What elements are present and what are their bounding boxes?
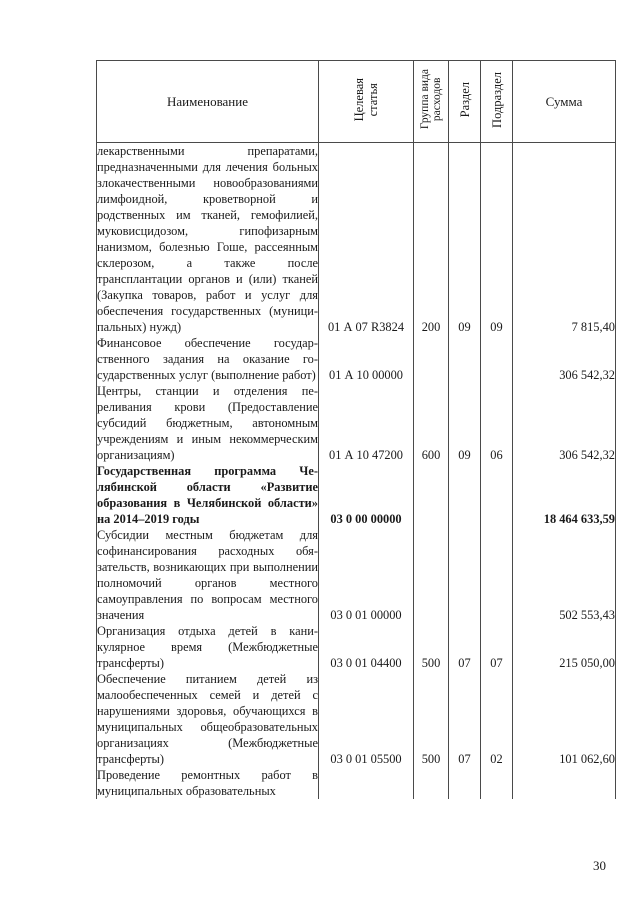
cell-sum: 7 815,40: [513, 143, 616, 336]
table-row: [97, 623, 616, 671]
cell-sum: 502 553,43: [513, 527, 616, 623]
page-number: 30: [593, 858, 606, 873]
cell-target-item: 01 А 07 R3824: [319, 143, 414, 336]
cell-subsection: 06: [481, 383, 513, 463]
table-row: [97, 463, 616, 527]
cell-target-item: 01 А 10 00000: [319, 335, 414, 383]
cell-subsection: [481, 463, 513, 527]
header-row: [97, 61, 616, 143]
table-row: [97, 767, 616, 799]
cell-section: [449, 527, 481, 623]
cell-subsection: [481, 335, 513, 383]
header-section: Раздел: [449, 61, 481, 143]
cell-sum: 215 050,00: [513, 623, 616, 671]
cell-section: 09: [449, 143, 481, 336]
cell-target-item: 03 0 01 05500: [319, 671, 414, 767]
cell-expense-group: [414, 463, 449, 527]
cell-target-item: [319, 767, 414, 799]
table-row: [97, 335, 616, 383]
cell-section: 07: [449, 623, 481, 671]
cell-section: [449, 335, 481, 383]
cell-subsection: 07: [481, 623, 513, 671]
header-sum: Сумма: [513, 61, 616, 143]
cell-section: 07: [449, 671, 481, 767]
cell-expense-group: 500: [414, 671, 449, 767]
cell-target-item: 03 0 00 00000: [319, 463, 414, 527]
cell-section: [449, 463, 481, 527]
cell-name: Центры, станции и отделения переливания крови (Предоставление субсидий бюджетным, автономным учреждениям и иным некоммерческим организациям): [97, 384, 318, 462]
cell-expense-group: [414, 527, 449, 623]
cell-name: Обеспечение питанием детей из малообеспеченных семей и детей с нарушениями здоровья, обучающихся в муниципальных общеобразовательных организациях (Межбюджетные трансферты): [97, 672, 318, 766]
cell-target-item: 03 0 01 00000: [319, 527, 414, 623]
cell-target-item: 03 0 01 04400: [319, 623, 414, 671]
cell-subsection: [481, 527, 513, 623]
cell-subsection: 02: [481, 671, 513, 767]
cell-subsection: 09: [481, 143, 513, 336]
cell-name: Проведение ремонтных работ в муниципальных образовательных: [97, 768, 318, 798]
cell-name: Государственная программа Челябинской области «Развитие образования в Челябинской области» на 2014–2019 годы: [97, 464, 318, 526]
cell-name: лекарственными препаратами, предназначенными для лечения больных злокачественными новообразованиями лимфоидной, кроветворной и родственных им тканей, гемофилией, муковисцидозом, гипофизарным нанизмом, болезнью Гоше, рассеянным склерозом, а также после трансплантации органов и (или) тканей (Закупка товаров, работ и услуг для обеспечения государственных (муниципальных) нужд): [97, 144, 318, 334]
budget-table: [96, 60, 616, 799]
cell-sum: 101 062,60: [513, 671, 616, 767]
cell-expense-group: 600: [414, 383, 449, 463]
cell-target-item: 01 А 10 47200: [319, 383, 414, 463]
cell-sum: [513, 767, 616, 799]
cell-sum: 306 542,32: [513, 383, 616, 463]
table-row: [97, 383, 616, 463]
cell-sum: 18 464 633,59: [513, 463, 616, 527]
header-target-item: Целевая статья: [319, 61, 414, 143]
header-expense-group: Группа вида расходов: [414, 61, 449, 143]
cell-name: Организация отдыха детей в каникулярное время (Межбюджетные трансферты): [97, 624, 318, 670]
cell-name: Финансовое обеспечение государственного задания на оказание государственных услуг (выполнение работ): [97, 336, 318, 382]
cell-expense-group: 500: [414, 623, 449, 671]
header-name: Наименование: [97, 61, 319, 143]
table-body: [97, 143, 616, 800]
cell-expense-group: [414, 335, 449, 383]
cell-expense-group: [414, 767, 449, 799]
table-row: [97, 671, 616, 767]
cell-sum: 306 542,32: [513, 335, 616, 383]
cell-subsection: [481, 767, 513, 799]
table-row: [97, 143, 616, 336]
cell-section: 09: [449, 383, 481, 463]
cell-name: Субсидии местным бюджетам для софинансирования расходных обязательств, возникающих при выполнении полномочий органов местного самоуправления по вопросам местного значения: [97, 528, 318, 622]
header-subsection: Подраздел: [481, 61, 513, 143]
cell-expense-group: 200: [414, 143, 449, 336]
cell-section: [449, 767, 481, 799]
table-row: [97, 527, 616, 623]
